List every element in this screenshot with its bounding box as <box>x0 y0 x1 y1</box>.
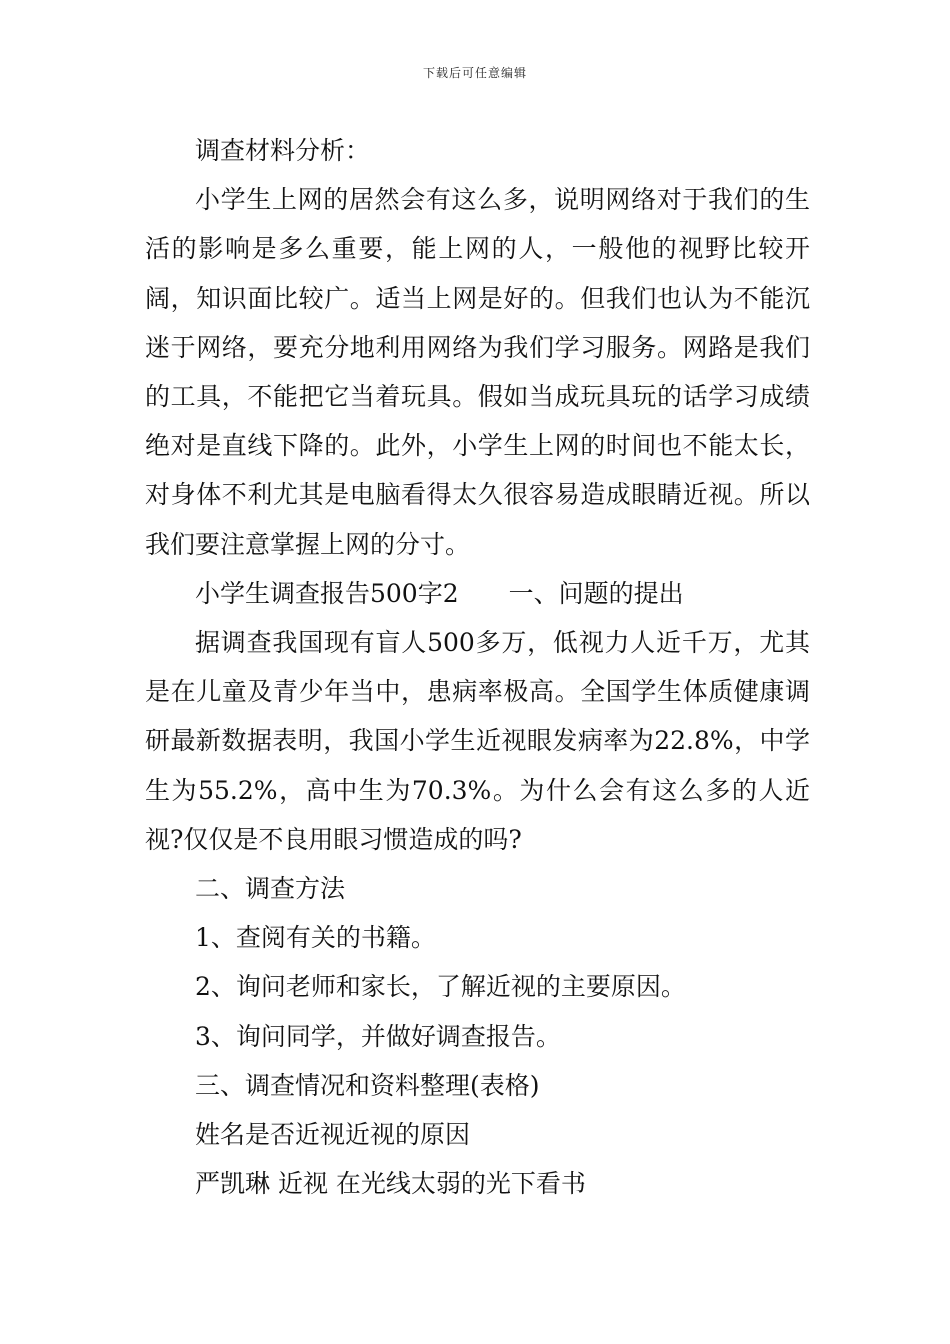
section-heading-analysis: 调查材料分析： <box>195 136 371 165</box>
list-item-method-3: 3、询问同学，并做好调查报告。 <box>195 1021 561 1051</box>
table-header-line: 姓名是否近视近视的原因 <box>195 1120 471 1150</box>
paragraph-analysis: 小学生上网的居然会有这么多，说明网络对于我们的生活的影响是多么重要，能上网的人，一般他的视野比较开阔，知识面比较广。适当上网是好的。但我们也认为不能沉迷于网络，要充分地利用网络为我们学习服务。网路是我们的工具，不能把它当着玩具。假如当成玩具玩的话学习成绩绝对是直线下降的。此外，小学生上网的时间也不能太长，对身体不利尤其是电脑看得太久很容易造成眼睛近视。所以我们要注意掌握上网的分寸。 <box>145 185 810 559</box>
section-heading-results: 三、调查情况和资料整理(表格) <box>195 1070 540 1100</box>
section-heading-method: 二、调查方法 <box>195 874 346 904</box>
table-row-line: 严凯琳 近视 在光线太弱的光下看书 <box>195 1169 586 1199</box>
list-item-method-1: 1、查阅有关的书籍。 <box>195 923 436 953</box>
page-header-note: 下载后可任意编辑 <box>422 66 527 80</box>
list-item-method-2: 2、询问老师和家长，了解近视的主要原因。 <box>195 972 686 1002</box>
document-body <box>145 126 810 1208</box>
paragraph-problem: 据调查我国现有盲人500多万，低视力人近千万，尤其是在儿童及青少年当中，患病率极高。全国学生体质健康调研最新数据表明，我国小学生近视眼发病率为22.8%，中学生为55.2%，高中生为70.3%。为什么会有这么多的人近视?仅仅是不良用眼习惯造成的吗? <box>145 628 810 854</box>
section-heading-problem: 小学生调查报告500字2 一、问题的提出 <box>195 578 684 608</box>
